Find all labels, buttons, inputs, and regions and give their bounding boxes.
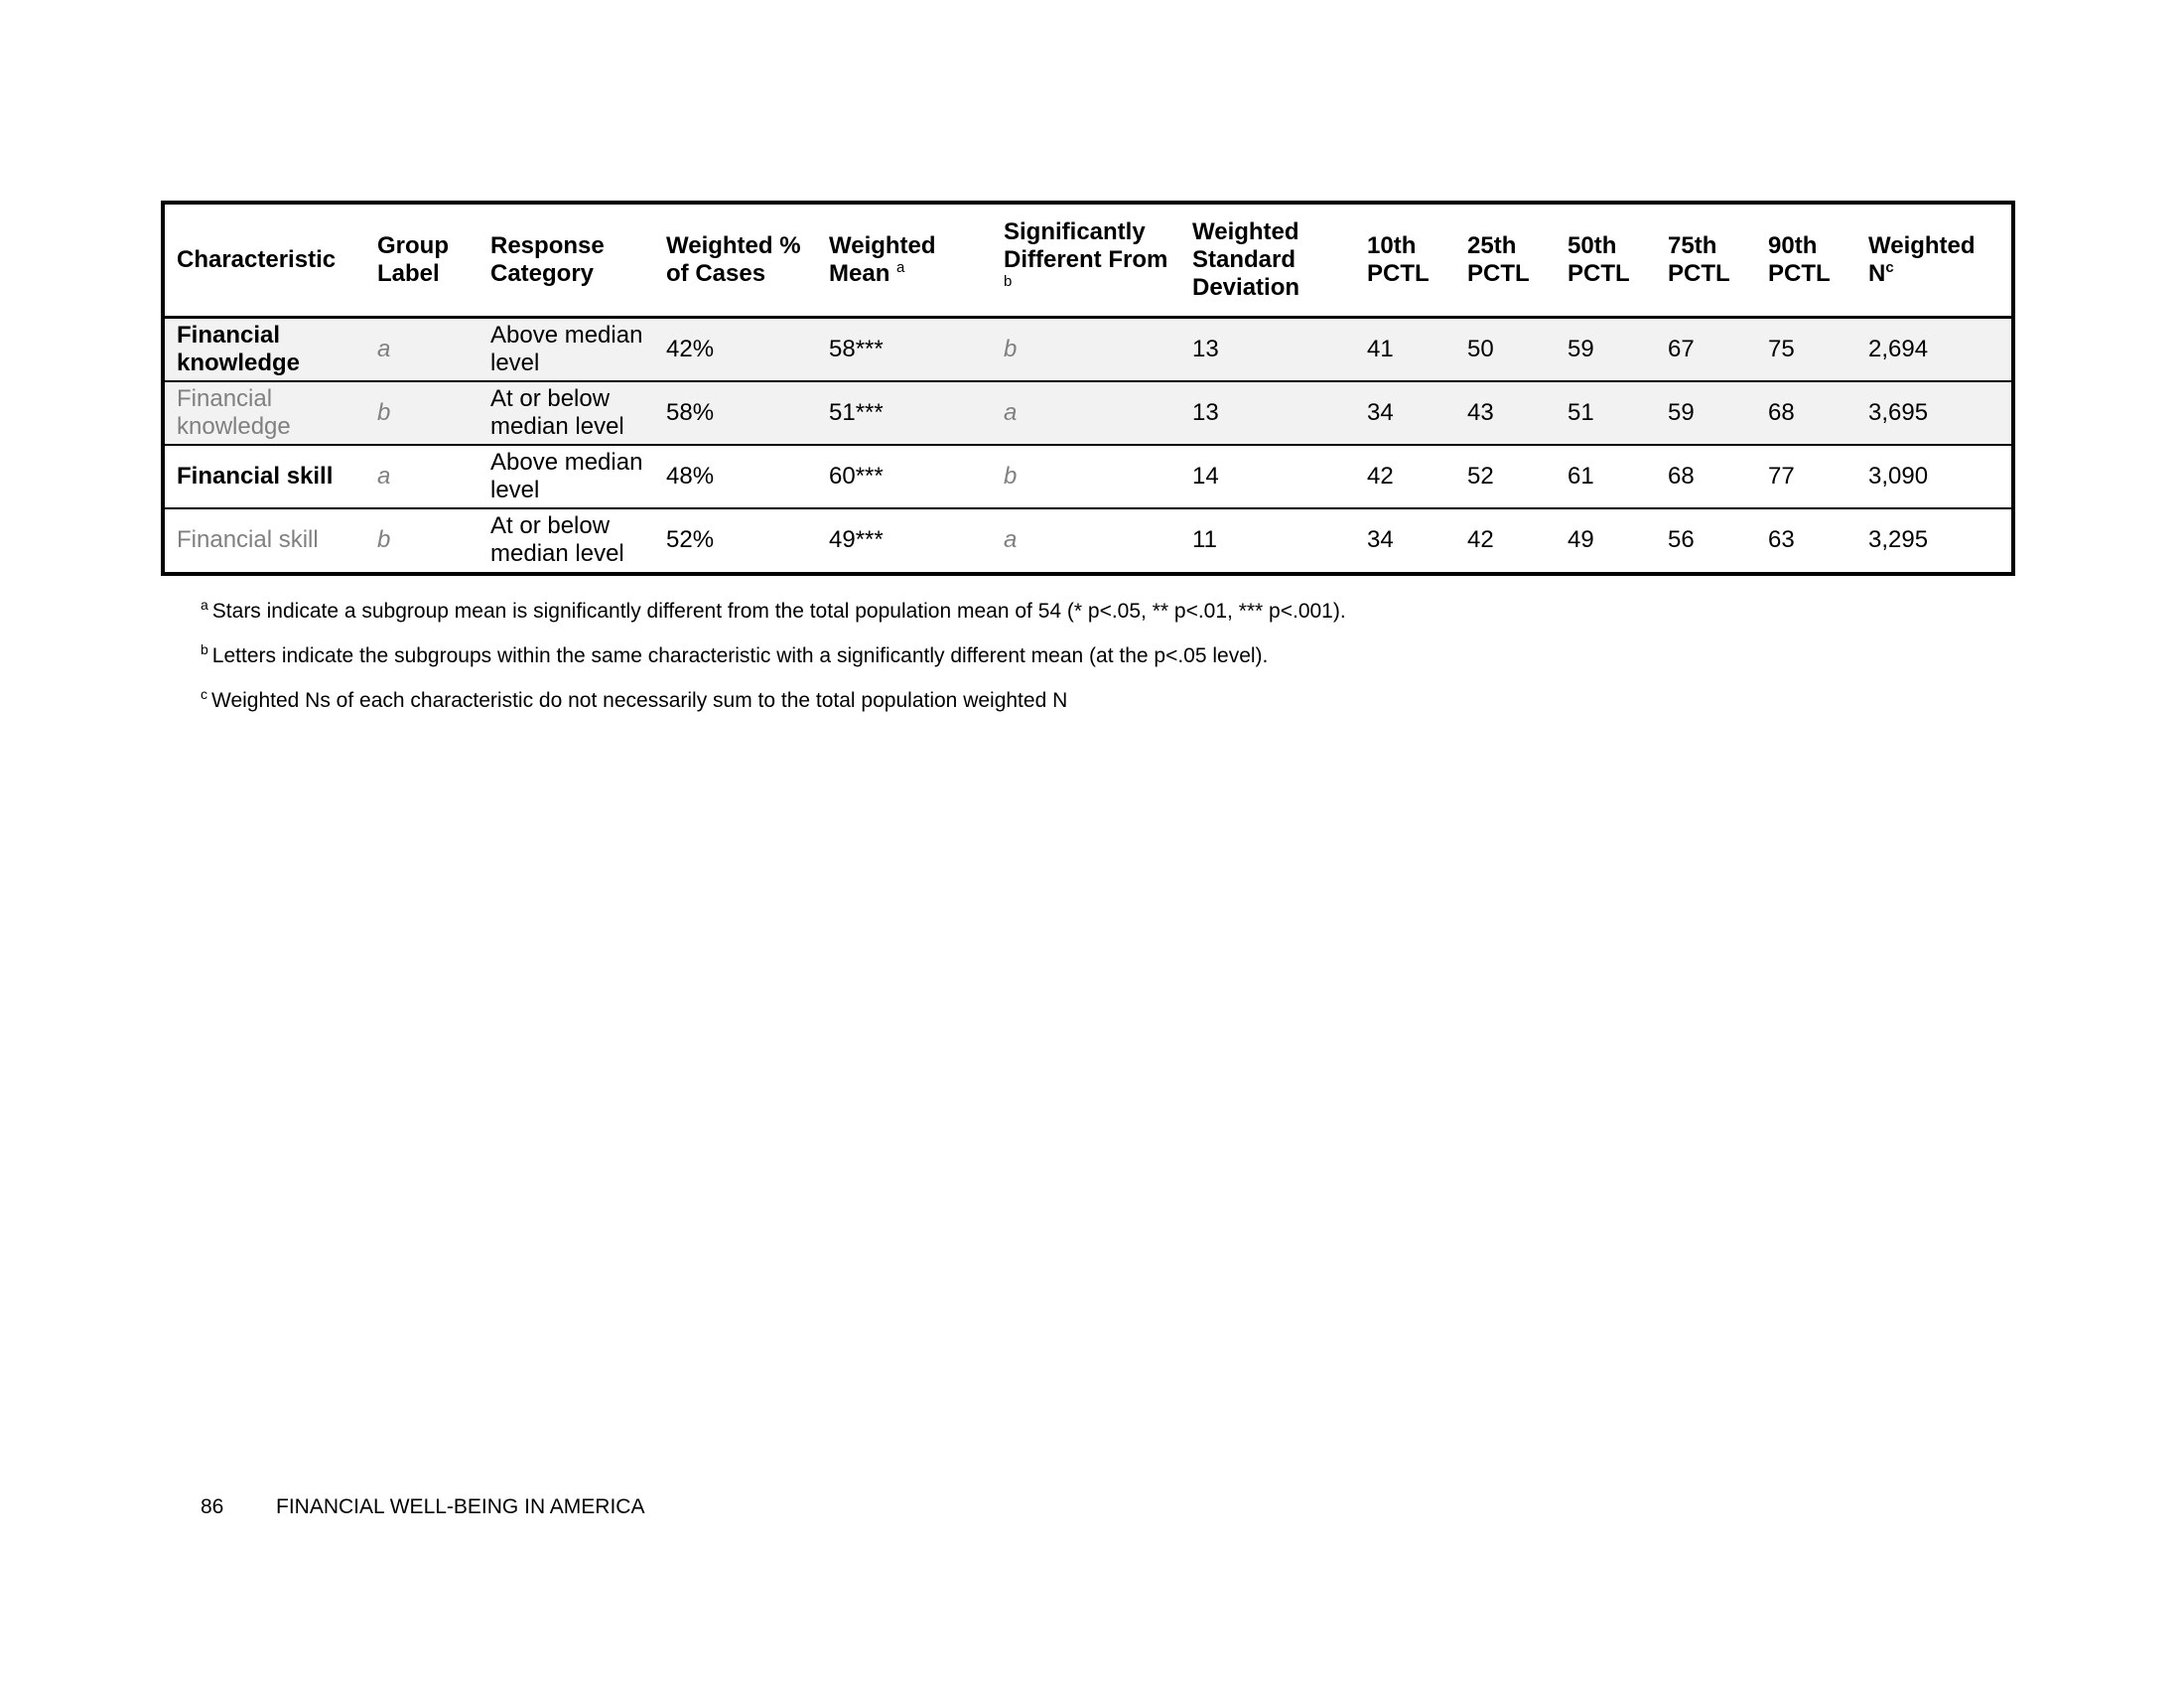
header-sig-diff	[992, 205, 1180, 318]
cell-weighted-n: 3,090	[1856, 445, 2011, 508]
cell-weighted-sd: 13	[1180, 318, 1355, 381]
cell-sig-diff: b	[992, 445, 1180, 508]
header-p90: 90th PCTL	[1756, 205, 1856, 318]
cell-p10: 41	[1355, 318, 1455, 381]
footnotes	[201, 597, 1789, 734]
cell-p25: 42	[1455, 508, 1556, 572]
statistics-table	[161, 201, 2015, 576]
header-weighted-sd: Weighted Standard Deviation	[1180, 205, 1355, 318]
header-p25: 25th PCTL	[1455, 205, 1556, 318]
cell-weighted-sd: 14	[1180, 445, 1355, 508]
cell-weighted-mean: 49***	[817, 508, 992, 572]
page-number: 86	[201, 1495, 224, 1518]
cell-p50: 59	[1556, 318, 1656, 381]
cell-p50: 49	[1556, 508, 1656, 572]
cell-sig-diff: a	[992, 508, 1180, 572]
cell-weighted-n: 2,694	[1856, 318, 2011, 381]
header-characteristic: Characteristic	[165, 205, 365, 318]
footnote-mark: c	[201, 686, 207, 702]
cell-weighted-pct: 48%	[654, 445, 817, 508]
cell-weighted-mean: 60***	[817, 445, 992, 508]
cell-p25: 52	[1455, 445, 1556, 508]
cell-p25: 50	[1455, 318, 1556, 381]
table-row	[165, 445, 2011, 508]
header-p75: 75th PCTL	[1656, 205, 1756, 318]
cell-weighted-pct: 58%	[654, 381, 817, 445]
footnote-ref-a: a	[896, 259, 905, 276]
footnote-text: Letters indicate the subgroups within the same characteristic with a significantly different mean (at the p<.05 level).	[211, 644, 1269, 667]
cell-p75: 56	[1656, 508, 1756, 572]
header-weighted-n	[1856, 205, 2011, 318]
footnote-ref-b: b	[1004, 273, 1013, 290]
cell-p90: 75	[1756, 318, 1856, 381]
cell-weighted-sd: 13	[1180, 381, 1355, 445]
cell-characteristic: Financial knowledge	[165, 318, 365, 381]
cell-p75: 59	[1656, 381, 1756, 445]
cell-p10: 34	[1355, 508, 1455, 572]
header-weighted-n-label: Weighted N	[1868, 232, 1976, 287]
footnote-c	[201, 686, 1789, 713]
data-table	[165, 205, 2011, 572]
cell-characteristic: Financial skill	[165, 508, 365, 572]
footnote-text: Stars indicate a subgroup mean is significantly different from the total population mean of 54 (* p<.05, ** p<.01, *** p<.001).	[211, 600, 1346, 623]
cell-weighted-mean: 58***	[817, 318, 992, 381]
cell-weighted-n: 3,295	[1856, 508, 2011, 572]
cell-characteristic: Financial skill	[165, 445, 365, 508]
cell-p75: 68	[1656, 445, 1756, 508]
header-sig-diff-label: Significantly Different From	[1004, 218, 1168, 273]
cell-characteristic: Financial knowledge	[165, 381, 365, 445]
header-row	[165, 205, 2011, 318]
cell-weighted-pct: 52%	[654, 508, 817, 572]
footnote-b	[201, 641, 1789, 668]
cell-p25: 43	[1455, 381, 1556, 445]
cell-p10: 42	[1355, 445, 1455, 508]
footnote-mark: b	[201, 641, 208, 657]
cell-group-label: b	[365, 381, 478, 445]
cell-weighted-mean: 51***	[817, 381, 992, 445]
footnote-a	[201, 597, 1789, 624]
cell-weighted-pct: 42%	[654, 318, 817, 381]
table-row	[165, 381, 2011, 445]
cell-sig-diff: b	[992, 318, 1180, 381]
cell-p90: 68	[1756, 381, 1856, 445]
cell-group-label: a	[365, 318, 478, 381]
cell-p75: 67	[1656, 318, 1756, 381]
cell-p90: 63	[1756, 508, 1856, 572]
cell-p50: 61	[1556, 445, 1656, 508]
header-p50: 50th PCTL	[1556, 205, 1656, 318]
table-row	[165, 318, 2011, 381]
cell-sig-diff: a	[992, 381, 1180, 445]
header-weighted-mean-label: Weighted Mean	[829, 232, 936, 287]
cell-p10: 34	[1355, 381, 1455, 445]
page-footer	[201, 1495, 644, 1519]
document-title: FINANCIAL WELL-BEING IN AMERICA	[276, 1495, 645, 1518]
cell-group-label: a	[365, 445, 478, 508]
header-p10: 10th PCTL	[1355, 205, 1455, 318]
cell-weighted-n: 3,695	[1856, 381, 2011, 445]
header-weighted-mean	[817, 205, 992, 318]
cell-group-label: b	[365, 508, 478, 572]
table-row	[165, 508, 2011, 572]
cell-response-category: Above median level	[478, 445, 654, 508]
footnote-mark: a	[201, 597, 208, 613]
footnote-ref-c: c	[1885, 259, 1894, 276]
cell-p90: 77	[1756, 445, 1856, 508]
header-weighted-pct: Weighted % of Cases	[654, 205, 817, 318]
cell-p50: 51	[1556, 381, 1656, 445]
cell-response-category: Above median level	[478, 318, 654, 381]
footnote-text: Weighted Ns of each characteristic do not necessarily sum to the total population weighted N	[211, 689, 1068, 712]
cell-response-category: At or below median level	[478, 508, 654, 572]
header-group-label: Group Label	[365, 205, 478, 318]
header-response-category: Response Category	[478, 205, 654, 318]
cell-response-category: At or below median level	[478, 381, 654, 445]
cell-weighted-sd: 11	[1180, 508, 1355, 572]
